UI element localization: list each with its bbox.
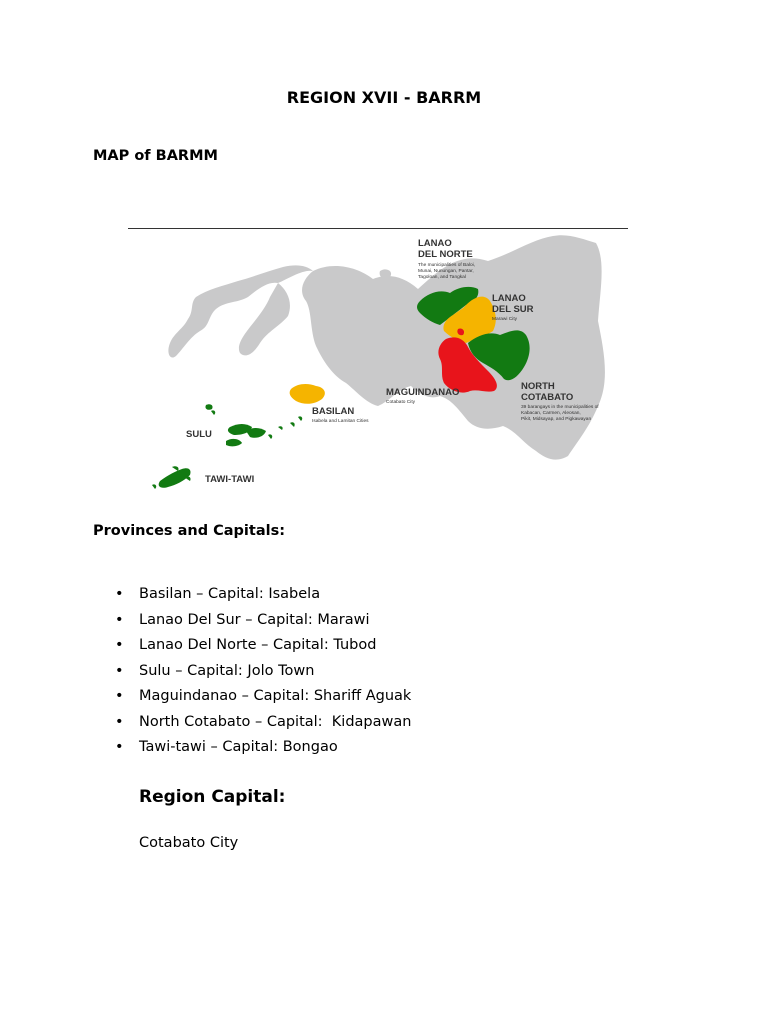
north-sulu-islet-2 bbox=[211, 410, 215, 415]
horizontal-rule bbox=[128, 228, 628, 229]
north-sulu-islet-1 bbox=[205, 404, 212, 410]
tawi-tawi-islet-3 bbox=[152, 484, 156, 489]
list-item bbox=[115, 659, 411, 685]
barmm-map bbox=[128, 231, 628, 499]
list-item bbox=[115, 633, 411, 659]
sulu-islet-4 bbox=[268, 434, 272, 439]
maguindanao-label: MAGUINDANAO bbox=[386, 387, 460, 398]
sulu-islet-2 bbox=[290, 422, 295, 427]
lanao-del-norte-note: The municipalities of Baloi, Munai, Nunungan, Pantar, Tagoloan, and Tangkal bbox=[418, 263, 476, 280]
sulu-label: SULU bbox=[186, 429, 212, 440]
north-cotabato-label: NORTH COTABATO bbox=[521, 381, 574, 403]
sulu-islet-3 bbox=[298, 416, 302, 421]
province-text: Basilan – Capital: Isabela bbox=[139, 586, 321, 602]
provinces-heading: Provinces and Capitals: bbox=[93, 523, 286, 539]
province-text: Sulu – Capital: Jolo Town bbox=[139, 662, 315, 679]
tawi-tawi-islet-2 bbox=[172, 466, 179, 471]
province-text: Lanao Del Sur – Capital: Marawi bbox=[139, 611, 370, 628]
north-cotabato-note: 39 barangays in the municipalities of Kabacan, Carmen, Aleosan, Pikit, Midsayap, and Pigkawayan bbox=[521, 405, 599, 422]
sulu-island-2 bbox=[246, 428, 266, 438]
sulu-islet-1 bbox=[278, 426, 283, 430]
basilan-note: Isabela and Lamitan Cities bbox=[312, 419, 369, 424]
bullet: • bbox=[115, 662, 124, 679]
basilan-label: BASILAN bbox=[312, 406, 355, 417]
provinces-list bbox=[115, 582, 411, 761]
lanao-del-sur-label: LANAO DEL SUR bbox=[492, 293, 534, 315]
sulu-island-3 bbox=[226, 439, 242, 446]
list-item bbox=[115, 608, 411, 634]
basilan-island bbox=[290, 384, 325, 404]
bullet: • bbox=[115, 637, 124, 653]
region-capital-value: Cotabato City bbox=[139, 835, 239, 851]
document-title: REGION XVII - BARRM bbox=[286, 88, 482, 107]
list-item bbox=[115, 684, 411, 710]
bullet: • bbox=[115, 688, 124, 704]
bullet: • bbox=[115, 739, 124, 755]
list-item bbox=[115, 582, 411, 608]
list-item bbox=[115, 735, 411, 761]
maguindanao-note: Cotabato City bbox=[386, 400, 416, 405]
province-text: North Cotabato – Capital: Kidapawan bbox=[139, 713, 412, 730]
bullet: • bbox=[115, 611, 124, 628]
region-capital-heading: Region Capital: bbox=[139, 787, 286, 807]
lanao-del-norte-label: LANAO DEL NORTE bbox=[418, 238, 473, 260]
tawi-tawi-label: TAWI-TAWI bbox=[205, 474, 255, 485]
bullet: • bbox=[115, 713, 124, 730]
province-text: Tawi-tawi – Capital: Bongao bbox=[139, 739, 338, 755]
lanao-del-sur-note: Marawi City bbox=[492, 317, 518, 322]
gray-islet bbox=[380, 269, 391, 278]
bullet: • bbox=[115, 586, 124, 602]
province-text: Lanao Del Norte – Capital: Tubod bbox=[139, 637, 377, 653]
list-item bbox=[115, 710, 411, 736]
province-text: Maguindanao – Capital: Shariff Aguak bbox=[139, 688, 412, 704]
map-heading: MAP of BARMM bbox=[93, 148, 218, 164]
